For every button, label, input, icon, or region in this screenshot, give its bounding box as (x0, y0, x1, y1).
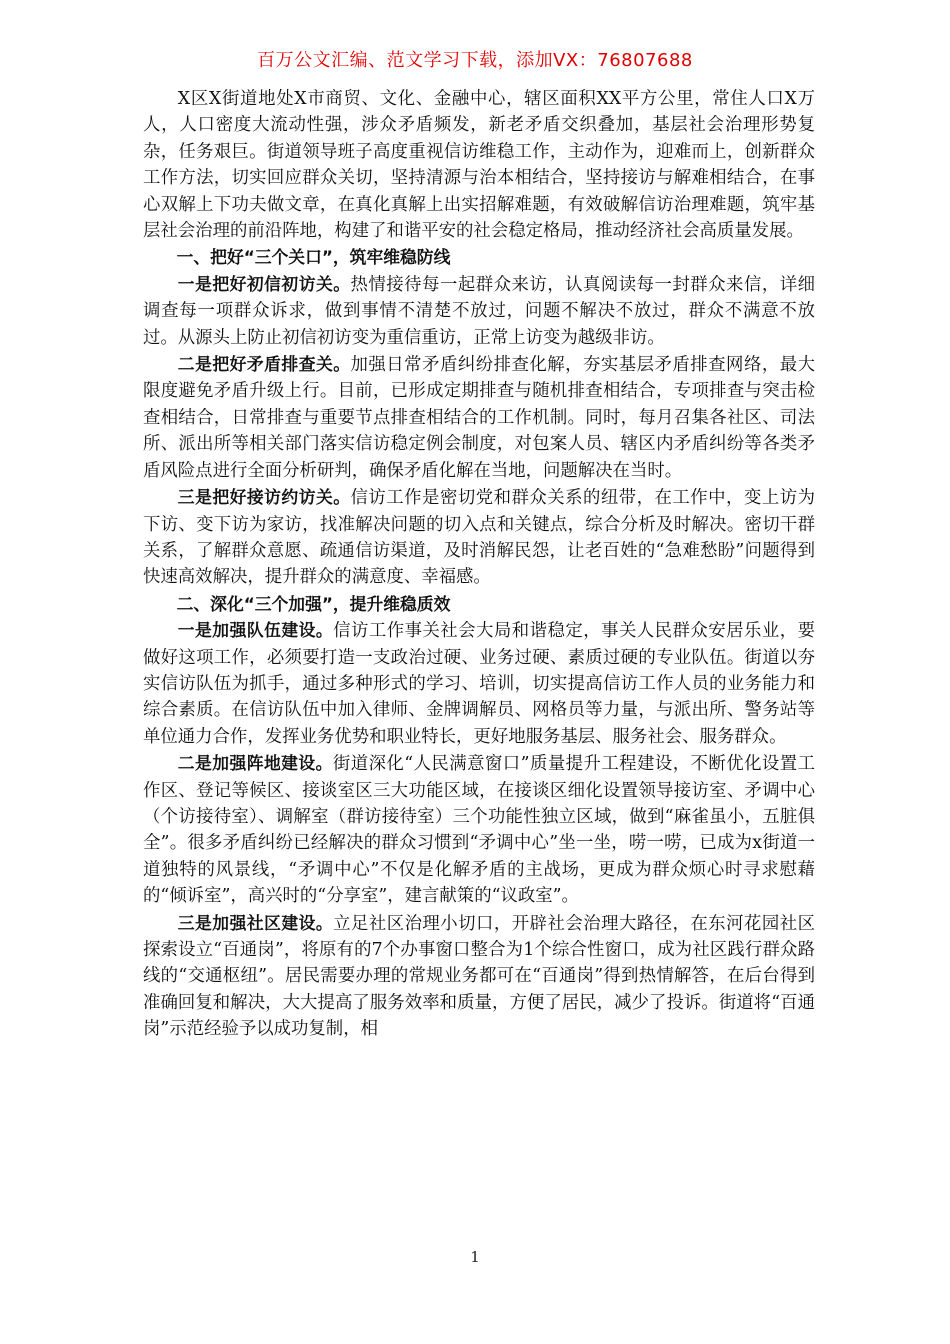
section-1-item-2 (143, 351, 815, 484)
item-lead: 三是把好接访约访关。 (177, 487, 351, 508)
item-lead: 二是把好矛盾排查关。 (177, 354, 351, 375)
section-2-item-2 (143, 750, 815, 909)
item-lead: 三是加强社区建设。 (177, 912, 334, 933)
section-2-item-3 (143, 910, 815, 1043)
item-text: 信访工作事关社会大局和谐稳定，事关人民群众安居乐业，要做好这项工作，必须要打造一支政治过硬、业务过硬、素质过硬的专业队伍。街道以夯实信访队伍为抓手，通过多种形式的学习、培训，切实提高信访工作人员的业务能力和综合素质。在信访队伍中加入律师、金牌调解员、网格员等力量，与派出所、警务站等单位通力合作，发挥业务优势和职业特长，更好地服务基层、服务社会、服务群众。 (143, 621, 815, 747)
item-text: 加强日常矛盾纠纷排查化解，夯实基层矛盾排查网络，最大限度避免矛盾升级上行。目前，已形成定期排查与随机排查相结合，专项排查与突击检查相结合，日常排查与重要节点排查相结合的工作机制。同时，每月召集各社区、司法所、派出所等相关部门落实信访稳定例会制度，对包案人员、辖区内矛盾纠纷等各类矛盾风险点进行全面分析研判，确保矛盾化解在当地，问题解决在当时。 (143, 355, 815, 481)
header-watermark: 百万公文汇编、范文学习下载，添加VX：76807688 (257, 50, 693, 71)
page-number: 1 (470, 1248, 480, 1266)
item-text: 街道深化“人民满意窗口”质量提升工程建设，不断优化设置工作区、登记等候区、接谈室区三大功能区域，在接谈区细化设置领导接访室、矛调中心（个访接待室）、调解室（群访接待室）三个功能性独立区域，做到“麻雀虽小，五脏俱全”。很多矛盾纠纷已经解决的群众习惯到“矛调中心”坐一坐，唠一唠，已成为x街道一道独特的风景线，“矛调中心”不仅是化解矛盾的主战场，更成为群众烦心时寻求慰藉的“倾诉室”，高兴时的“分享室”，建言献策的“议政室”。 (143, 754, 815, 907)
item-text: 信访工作是密切党和群众关系的纽带，在工作中，变上访为下访、变下访为家访，找准解决问题的切入点和关键点，综合分析及时解决。密切干群关系，了解群众意愿、疏通信访渠道，及时消解民怨，让老百姓的“急难愁盼”问题得到快速高效解决，提升群众的满意度、幸福感。 (143, 488, 815, 588)
section-1-item-1 (143, 271, 815, 351)
document-body (143, 86, 815, 1043)
section-1-item-3 (143, 484, 815, 591)
section-2-item-1 (143, 617, 815, 750)
intro-paragraph: X区X街道地处X市商贸、文化、金融中心，辖区面积XX平方公里，常住人口X万人，人口密度大流动性强，涉众矛盾频发，新老矛盾交织叠加，基层社会治理形势复杂，任务艰巨。街道领导班子高度重视信访维稳工作，主动作为，迎难而上，创新群众工作方法，切实回应群众关切，坚持清源与治本相结合，坚持接访与解难相结合，在事心双解上下功夫做文章，在真化真解上出实招解难题，有效破解信访治理难题，筑牢基层社会治理的前沿阵地，构建了和谐平安的社会稳定格局，推动经济社会高质量发展。 (143, 89, 815, 242)
section-heading-1: 一、把好“三个关口”，筑牢维稳防线 (176, 247, 451, 268)
item-lead: 二是加强阵地建设。 (177, 753, 333, 774)
item-text: 热情接待每一起群众来访，认真阅读每一封群众来信，详细调查每一项群众诉求，做到事情不清楚不放过，问题不解决不放过，群众不满意不放过。从源头上防止初信初访变为重信重访，正常上访变为越级非访。 (143, 274, 815, 348)
section-heading-2: 二、深化“三个加强”，提升维稳质效 (176, 593, 451, 614)
item-lead: 一是把好初信初访关。 (177, 273, 351, 294)
item-text: 立足社区治理小切口，开辟社会治理大路径，在东河花园社区探索设立“百通岗”，将原有的7个办事窗口整合为1个综合性窗口，成为社区践行群众路线的“交通枢纽”。居民需要办理的常规业务都可在“百通岗”得到热情解答，在后台得到准确回复和解决，大大提高了服务效率和质量，方便了居民，减少了投诉。街道将“百通岗”示范经验予以成功复制，相 (143, 913, 815, 1040)
item-lead: 一是加强队伍建设。 (177, 620, 334, 641)
